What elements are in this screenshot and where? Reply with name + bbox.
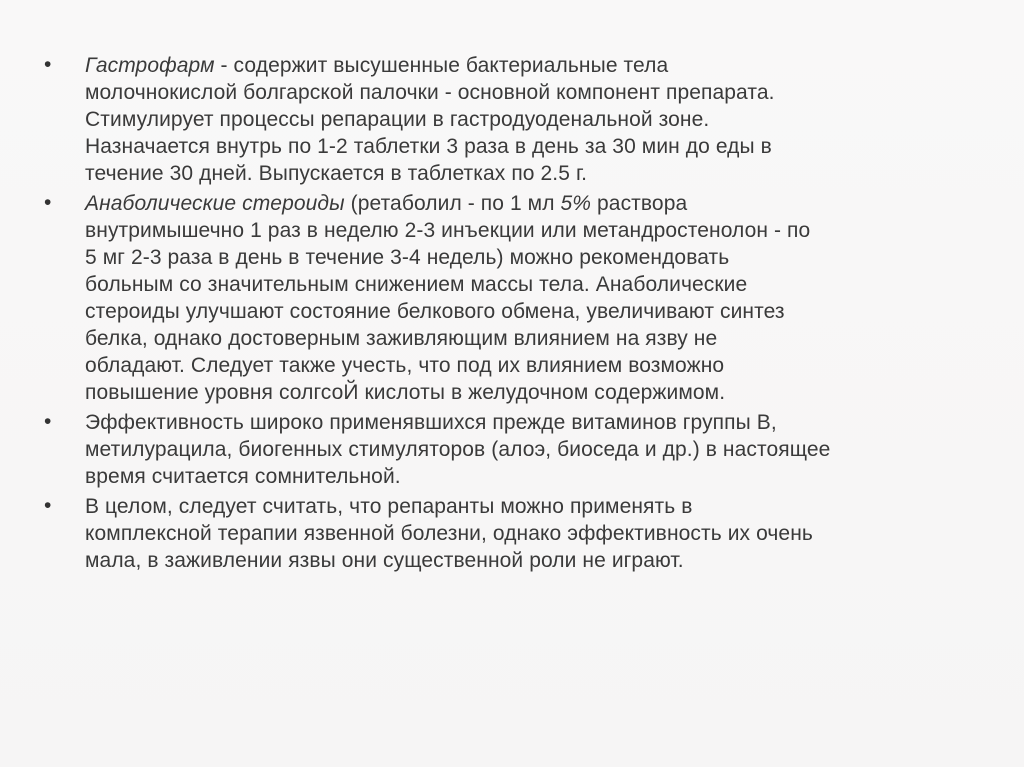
drug-term: Анаболические стероиды <box>85 192 345 215</box>
list-item-conclusion <box>40 493 990 574</box>
bullet-icon: • <box>44 53 52 76</box>
list-item-text <box>85 493 990 574</box>
list-item-gastrofarm <box>40 52 990 187</box>
bullet-list <box>40 52 990 577</box>
list-item-vitamins <box>40 409 990 490</box>
text-line: повышение уровня солгсоЙ кислоты в желудочном содержимом. <box>85 381 726 404</box>
bullet-icon: • <box>44 410 52 433</box>
bullet-icon: • <box>44 494 52 517</box>
list-item-text <box>85 409 990 490</box>
text-line: молочнокислой болгарской палочки - основной компонент препарата. <box>85 81 775 104</box>
text-line: обладают. Следует также учесть, что под их влиянием возможно <box>85 354 725 377</box>
percent-value: 5% <box>560 192 592 215</box>
text-span: (ретаболил - по 1 мл <box>344 192 561 215</box>
drug-term: Гастрофарм <box>85 54 215 77</box>
text-line: 5 мг 2-3 раза в день в течение 3-4 недель) можно рекомендовать <box>85 246 730 269</box>
text-line: течение 30 дней. Выпускается в таблетках по 2.5 г. <box>85 162 588 185</box>
text-line: стероиды улучшают состояние белкового обмена, увеличивают синтез <box>85 300 785 323</box>
bullet-icon: • <box>44 191 52 214</box>
list-item-anabolic-steroids <box>40 190 990 406</box>
text-line: время считается сомнительной. <box>85 465 401 488</box>
text-line: больным со значительным снижением массы тела. Анаболические <box>85 273 748 296</box>
text-line: В целом, следует считать, что репаранты можно применять в <box>85 495 693 518</box>
text-line <box>85 52 990 79</box>
text-line: белка, однако достоверным заживляющим влиянием на язву не <box>85 327 718 350</box>
text-line: Стимулирует процессы репарации в гастродуоденальной зоне. <box>85 108 710 131</box>
list-item-text <box>85 190 990 406</box>
text-span: раствора <box>591 192 688 215</box>
text-line: метилурацила, биогенных стимуляторов (алоэ, биоседа и др.) в настоящее <box>85 438 831 461</box>
text-line: мала, в заживлении язвы они существенной роли не играют. <box>85 549 684 572</box>
list-item-text <box>85 52 990 187</box>
text-line: внутримышечно 1 раз в неделю 2-3 инъекции или метандростенолон - по <box>85 219 811 242</box>
text-line: комплексной терапии язвенной болезни, однако эффективность их очень <box>85 522 813 545</box>
text-line <box>85 190 990 217</box>
text-line: Назначается внутрь по 1-2 таблетки 3 раза в день за 30 мин до еды в <box>85 135 772 158</box>
text-line: Эффективность широко применявшихся прежде витаминов группы В, <box>85 411 777 434</box>
text-span: - содержит высушенные бактериальные тела <box>214 54 669 77</box>
